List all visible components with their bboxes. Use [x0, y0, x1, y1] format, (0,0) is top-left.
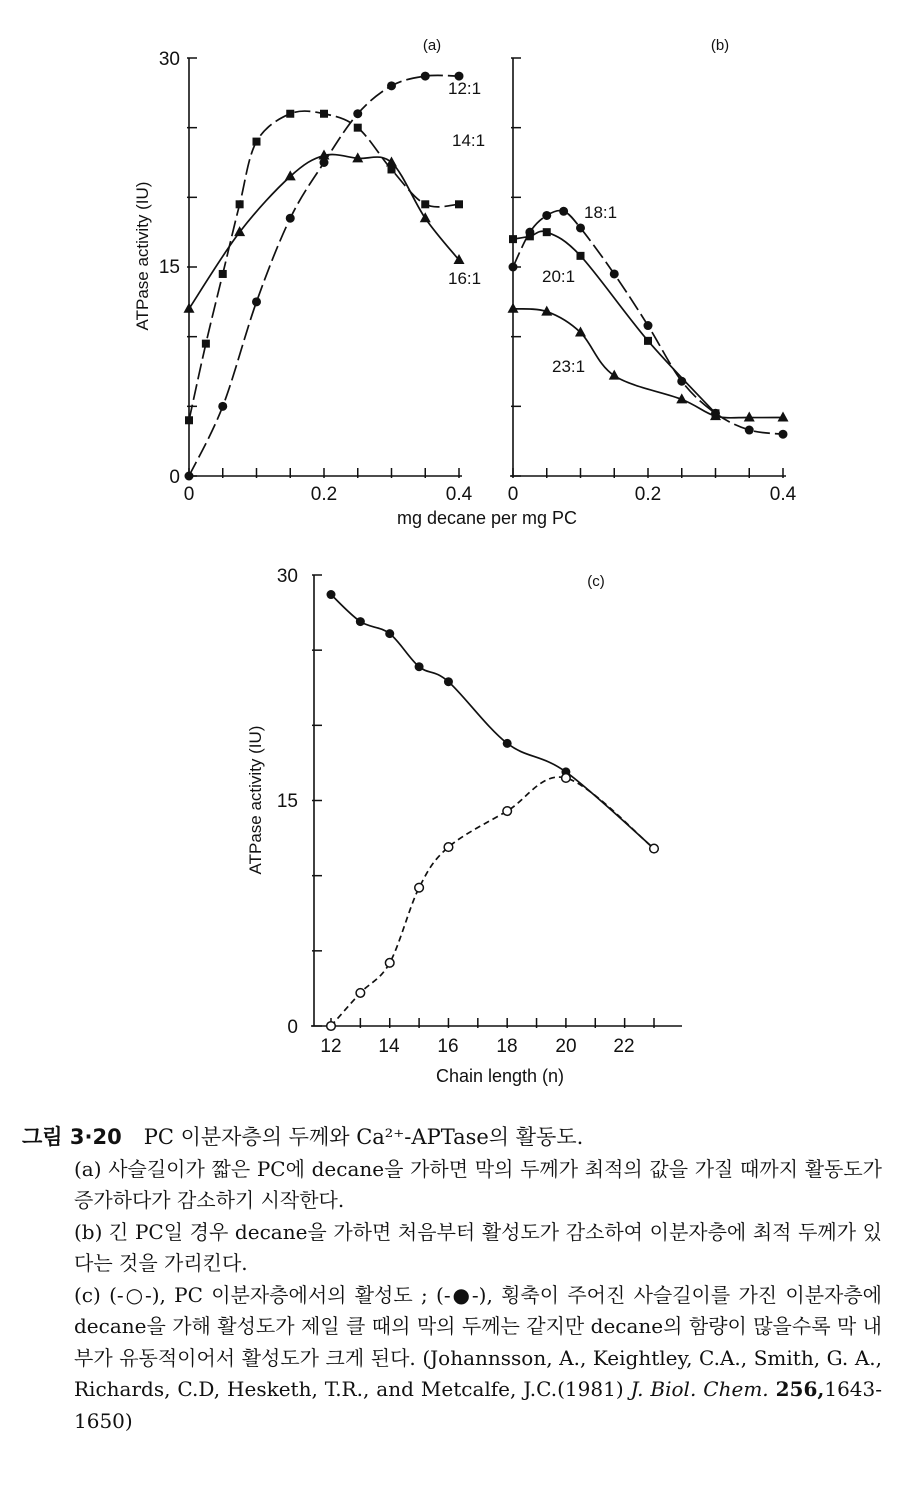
panel-b-series-1-point [543, 228, 551, 236]
panel-c-label: (c) [587, 573, 605, 590]
panel-c-xtick-14: 14 [378, 1036, 400, 1057]
panel-a-series-2-point [386, 157, 397, 167]
caption-ref-chem: Chem. [703, 1377, 769, 1401]
panel-c-ylabel: ATPase activity (IU) [246, 725, 265, 875]
panel-c-series-0-point [444, 677, 453, 686]
panel-b [508, 37, 797, 505]
panel-c-ytick-0: 0 [287, 1017, 298, 1038]
series-label-20-1: 20:1 [542, 267, 576, 286]
panel-a-series-0-point [387, 81, 396, 90]
panel-c-series-0-point [503, 739, 512, 748]
caption-ref-authors: (Johannsson, A., Keightley, C.A., Smith, G. A., Richards, C.D, Hesketh, T.R., and Metcalfe, J.C.(1981) [74, 1345, 882, 1401]
panel-b-xtick-0: 0 [507, 484, 519, 505]
series-label-14-1: 14:1 [452, 131, 486, 150]
panel-c-series-0-point [327, 590, 336, 599]
panel-b-series-0-point [559, 207, 568, 216]
panel-a-series-1-point [320, 110, 328, 118]
panel-c-ytick-15: 15 [276, 791, 298, 812]
panel-a-series-1-point [421, 200, 429, 208]
caption-para-a: (a) 사슬길이가 짧은 PC에 decane을 가하면 막의 두께가 최적의 값을 가질 때까지 활동도가 증가하다가 감소하기 시작한다. [74, 1156, 882, 1212]
panel-c-series-1-point [444, 843, 453, 852]
panel-b-series-0-point [576, 223, 585, 232]
panel-c-xtick-22: 22 [613, 1036, 635, 1057]
panel-a-series-0-point [286, 214, 295, 223]
series-label-23-1: 23:1 [552, 357, 586, 376]
panel-c-series-line-0 [331, 595, 654, 849]
panel-a-series-line-0 [189, 75, 459, 476]
panel-a-series-1-point [219, 270, 227, 278]
caption-title: PC 이분자층의 두께와 Ca²⁺-APTase의 활동도. [143, 1125, 584, 1149]
panel-b-series-2-point [508, 303, 519, 313]
panel-a-series-0-point [252, 297, 261, 306]
panel-a-series-1-point [236, 200, 244, 208]
panel-a-series-1-point [354, 124, 362, 132]
caption-ref-pages: 1643-1650) [74, 1377, 882, 1433]
panel-c-series-0-point [356, 617, 365, 626]
panel-a [133, 37, 485, 505]
caption-para-c [74, 1280, 882, 1438]
panel-b-series-0-point [542, 211, 551, 220]
panel-c-series-0-point [385, 629, 394, 638]
panel-b-series-2-point [744, 411, 755, 421]
series-label-16-1: 16:1 [448, 269, 482, 288]
panel-a-xtick-0: 0 [183, 484, 195, 505]
panel-a-xtick-0.2: 0.2 [310, 484, 338, 505]
panel-a-label: (a) [422, 37, 442, 54]
panel-b-series-2-point [609, 370, 620, 380]
panel-c-ytick-30: 30 [276, 566, 298, 587]
panel-b-series-0-point [610, 269, 619, 278]
shared-xlabel: mg decane per mg PC [396, 508, 578, 528]
panel-a-series-1-point [253, 138, 261, 146]
caption-label: 그림 3·20 [22, 1125, 122, 1149]
panel-c-series-line-1 [331, 777, 654, 1026]
panel-a-ytick-15: 15 [158, 257, 180, 278]
panel-b-series-2-point [778, 411, 789, 421]
panel-c-series-1-point [327, 1022, 336, 1031]
panel-c-series-1-point [562, 774, 571, 783]
caption-para-c-text: (c) (-○-), PC 이분자층에서의 활성도 ; (-●-), 횡축이 주어진 사슬길이를 가진 이분자층에 decane을 가해 활성도가 제일 클 때의 막의 두께는 같지만 decane의 함량이 많을수록 막 내부가 유동적이어서 활성도가 크게 된다. [74, 1282, 882, 1370]
panel-b-series-1-point [577, 252, 585, 260]
panel-c-xtick-16: 16 [437, 1036, 459, 1057]
caption-title-line [22, 1122, 882, 1154]
panel-a-xtick-0.4: 0.4 [445, 484, 473, 505]
panel-a-series-1-point [202, 340, 210, 348]
panel-a-series-1-point [455, 200, 463, 208]
panel-c-series-1-point [650, 844, 659, 853]
panel-c-series-1-point [415, 883, 424, 892]
panel-c [246, 566, 682, 1086]
panel-b-xtick-0.2: 0.2 [634, 484, 662, 505]
panel-c-series-1-point [503, 807, 512, 816]
panel-c-series-0-point [415, 662, 424, 671]
caption-para-b: (b) 긴 PC일 경우 decane을 가하면 처음부터 활성도가 감소하여 이분자층에 최적 두께가 있다는 것을 가리킨다. [74, 1219, 882, 1275]
figure-caption [22, 1122, 882, 1437]
series-label-12-1: 12:1 [448, 79, 482, 98]
panel-a-ytick-0: 0 [169, 467, 180, 488]
series-label-18-1: 18:1 [584, 203, 618, 222]
panel-b-series-1-point [509, 235, 517, 243]
panel-b-series-1-point [644, 337, 652, 345]
panel-c-series-1-point [356, 989, 365, 998]
panel-a-ylabel: ATPase activity (IU) [133, 181, 152, 331]
panel-b-series-0-point [509, 263, 518, 272]
panel-a-series-1-point [185, 416, 193, 424]
panel-b-series-0-point [644, 321, 653, 330]
panel-b-label: (b) [710, 37, 730, 54]
panel-a-series-0-point [353, 109, 362, 118]
panel-c-xtick-20: 20 [555, 1036, 577, 1057]
panel-a-series-1-point [286, 110, 294, 118]
caption-ref-volume: 256, [775, 1377, 825, 1401]
panel-a-ytick-30: 30 [158, 49, 180, 70]
panel-c-xtick-12: 12 [320, 1036, 342, 1057]
panel-b-xtick-0.4: 0.4 [769, 484, 797, 505]
panel-a-series-0-point [185, 472, 194, 481]
caption-ref-journal: J. Biol. [630, 1377, 697, 1401]
panel-b-series-0-point [745, 426, 754, 435]
panel-b-series-0-point [779, 430, 788, 439]
panel-c-xtick-18: 18 [496, 1036, 518, 1057]
panel-c-xlabel: Chain length (n) [435, 1066, 565, 1086]
panel-a-series-0-point [218, 402, 227, 411]
panel-a-series-line-2 [189, 155, 459, 309]
panel-c-series-1-point [385, 959, 394, 968]
panel-b-series-1-point [526, 232, 534, 240]
panel-a-series-0-point [421, 72, 430, 81]
